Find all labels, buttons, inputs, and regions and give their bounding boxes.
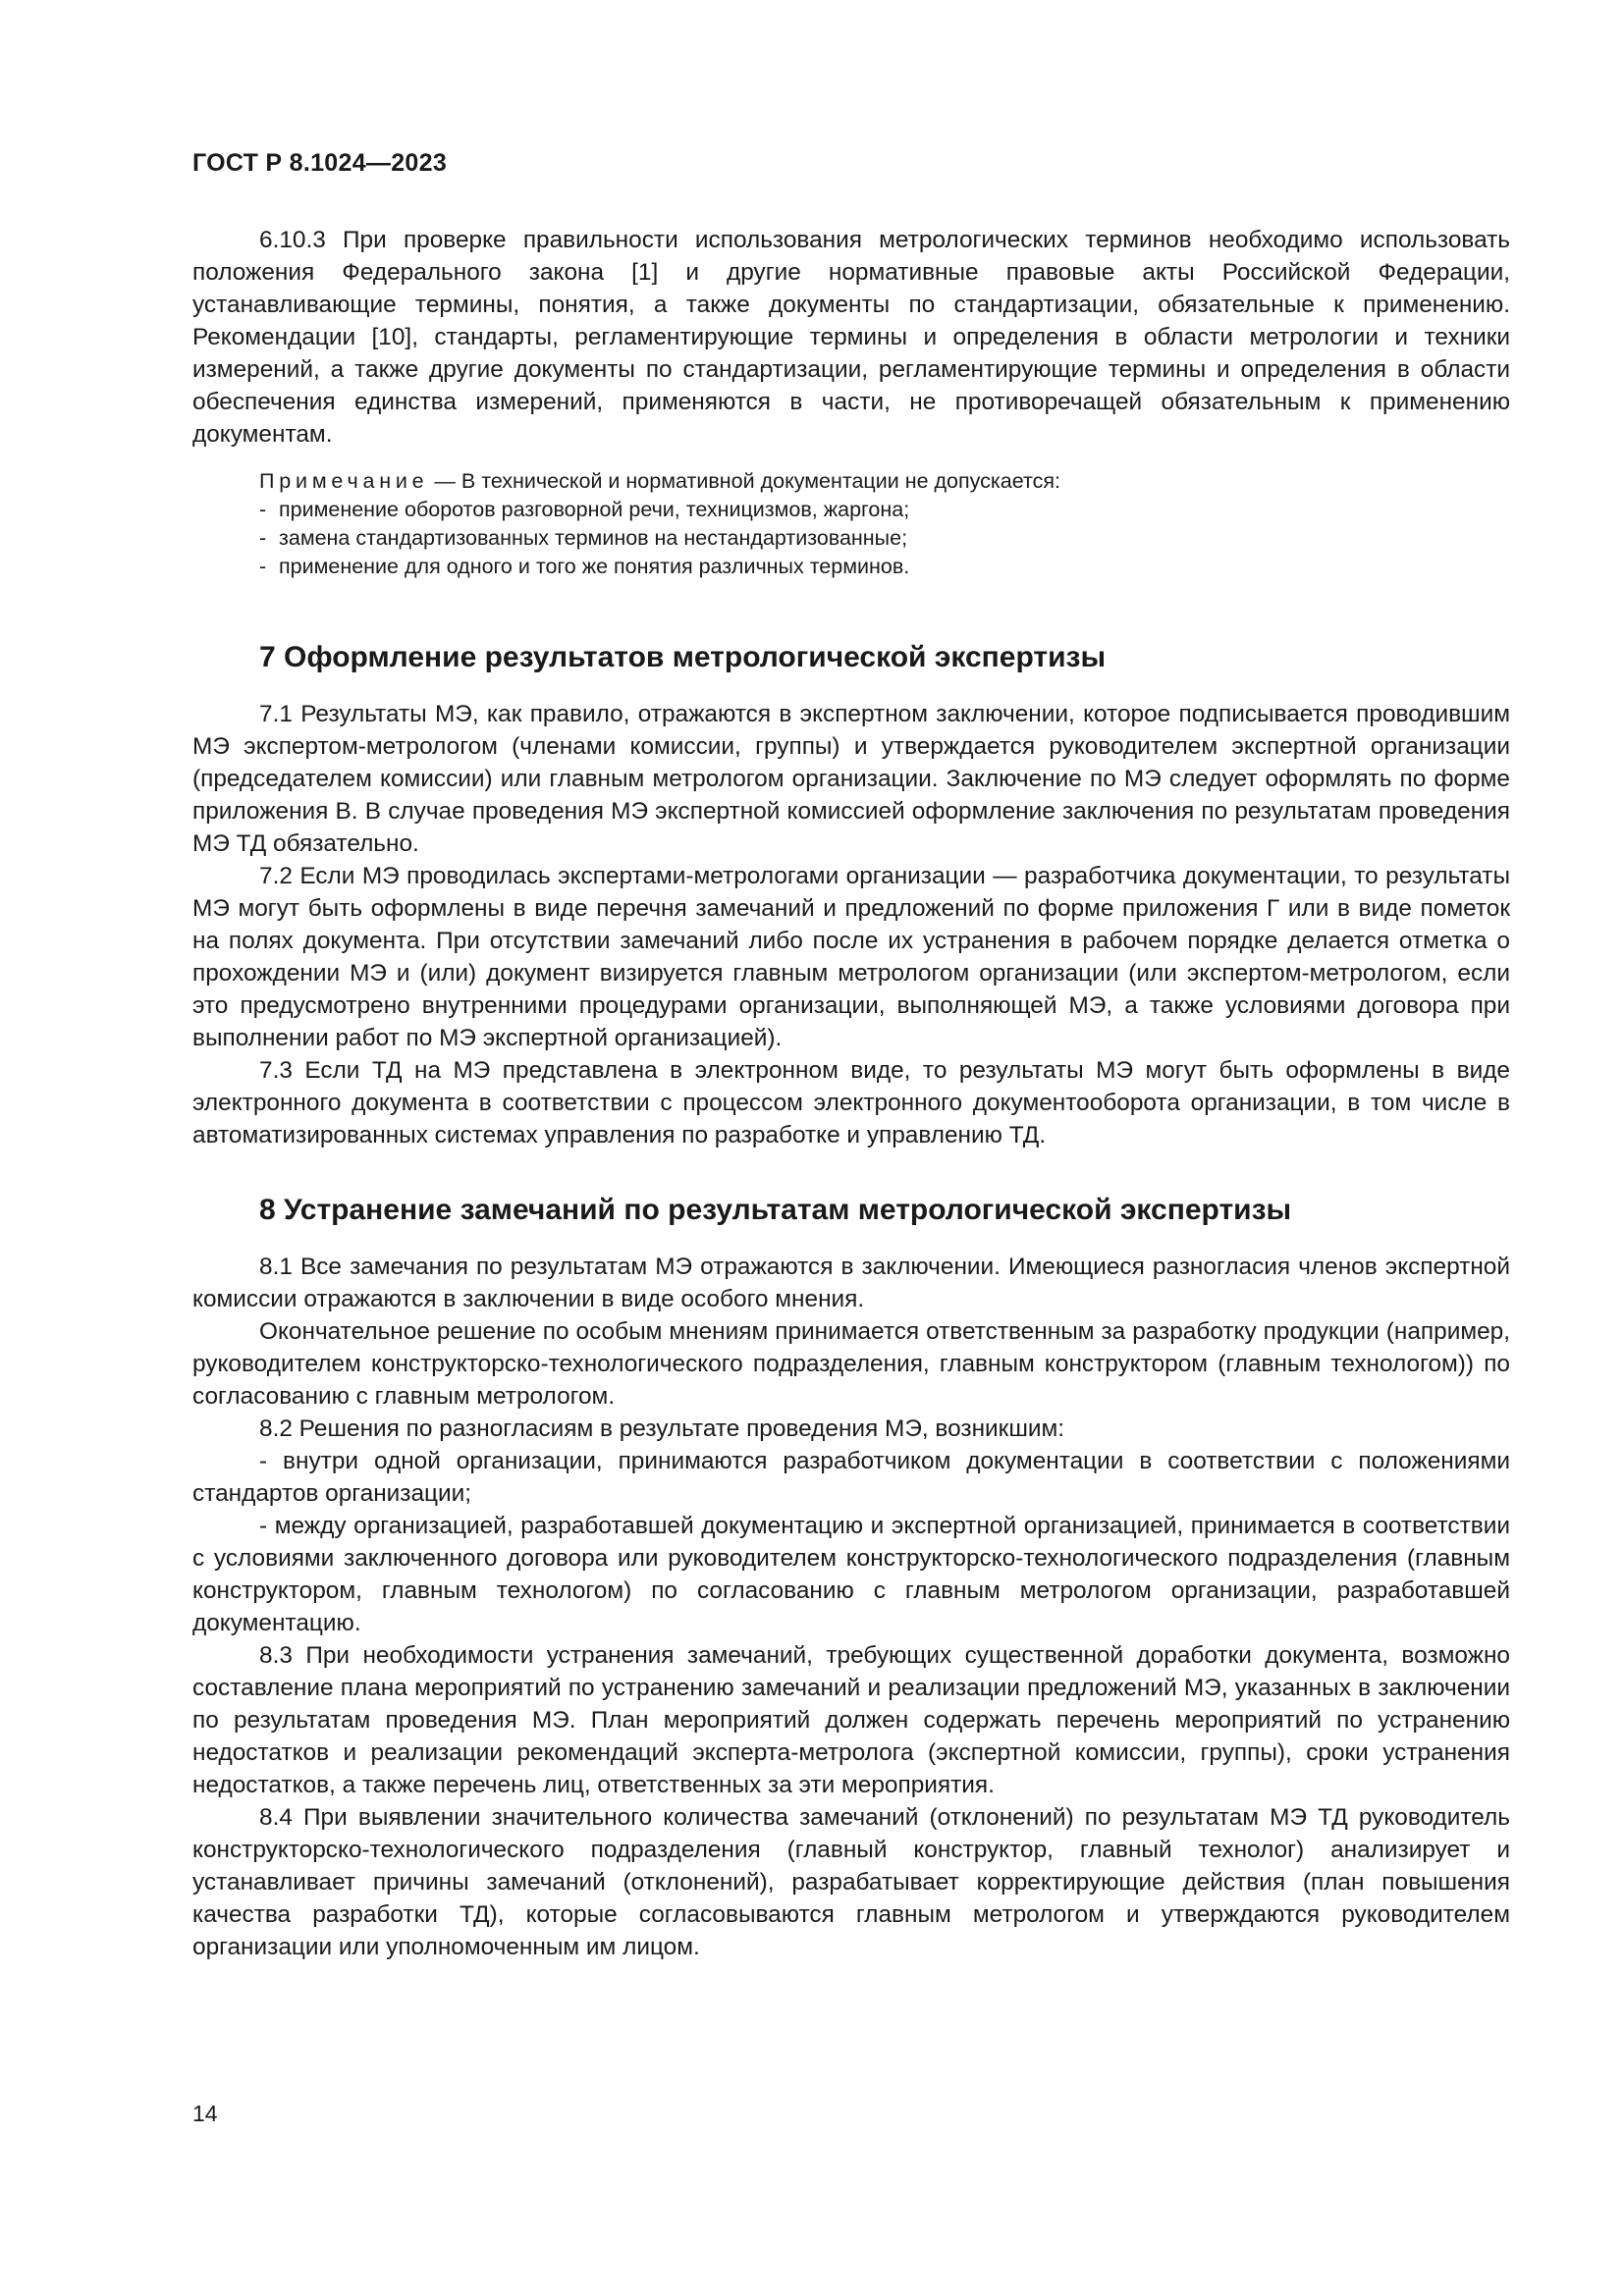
- document-body: [192, 224, 1510, 1963]
- paragraph-6-10-3: 6.10.3 При проверке правильности использования метрологических терминов необходимо использовать положения Федерального закона [1] и другие нормативные правовые акты Российской Федерации, устанавливающие термины, понятия, а также документы по стандартизации, обязательные к применению. Рекомендации [10], стандарты, регламентирующие термины и определения в области метрологии и техники измерений, а также другие документы по стандартизации, регламентирующие термины и определения в области обеспечения единства измерений, применяются в части, не противоречащей обязательным к применению документам.: [192, 227, 1510, 448]
- note-item: - применение оборотов разговорной речи, техницизмов, жаргона;: [259, 498, 910, 521]
- note-intro: — В технической и нормативной документации не допускается:: [428, 469, 1060, 493]
- note-item: - замена стандартизованных терминов на нестандартизованные;: [259, 526, 908, 550]
- paragraph-8-1: 8.1 Все замечания по результатам МЭ отражаются в заключении. Имеющиеся разногласия членов экспертной комиссии отражаются в заключении в виде особого мнения.: [192, 1254, 1510, 1312]
- note-intro-line: [259, 467, 1510, 496]
- document-header: ГОСТ Р 8.1024—2023: [192, 149, 448, 177]
- paragraph-8-3: 8.3 При необходимости устранения замечаний, требующих существенной доработки документа, возможно составление плана мероприятий по устранению замечаний и реализации предложений МЭ, указанных в заключении по результатам проведения МЭ. План мероприятий должен содержать перечень мероприятий по устранению недостатков и реализации рекомендаций эксперта-метролога (экспертной комиссии, группы), сроки устранения недостатков, а также перечень лиц, ответственных за эти мероприятия.: [192, 1642, 1510, 1798]
- paragraph-8-1-decision: Окончательное решение по особым мнениям принимается ответственным за разработку продукции (например, руководителем конструкторско-технологического подразделения, главным конструктором (главным технологом)) по согласованию с главным метрологом.: [192, 1318, 1510, 1410]
- note-item: - применение для одного и того же понятия различных терминов.: [259, 555, 910, 578]
- note-label: Примечание: [259, 469, 429, 493]
- paragraph-8-2-item-external: - между организацией, разработавшей документацию и экспертной организацией, принимается в соответствии с условиями заключенного договора или руководителем конструкторско-технологического подразделения (главным конструктором, главным технологом) по согласованию с главным метрологом организации, разработавшей документацию.: [192, 1513, 1510, 1636]
- page-number: 14: [192, 2101, 218, 2126]
- paragraph-7-2: 7.2 Если МЭ проводилась экспертами-метрологами организации — разработчика документации, то результаты МЭ могут быть оформлены в виде перечня замечаний и предложений по форме приложения Г или в виде пометок на полях документа. При отсутствии замечаний либо после их устранения в рабочем порядке делается отметка о прохождении МЭ и (или) документ визируется главным метрологом организации (или экспертом-метрологом, если это предусмотрено внутренними процедурами организации, выполняющей МЭ, а также условиями договора при выполнении работ по МЭ экспертной организацией).: [192, 863, 1510, 1051]
- paragraph-7-3: 7.3 Если ТД на МЭ представлена в электронном виде, то результаты МЭ могут быть оформлены в виде электронного документа в соответствии с процессом электронного документооборота организации, в том числе в автоматизированных системах управления по разработке и управлению ТД.: [192, 1057, 1510, 1148]
- note-block: [192, 467, 1510, 581]
- section-7-heading: 7 Оформление результатов метрологической экспертизы: [259, 641, 1107, 673]
- paragraph-8-2: 8.2 Решения по разногласиям в результате проведения МЭ, возникшим:: [259, 1415, 1065, 1442]
- paragraph-8-4: 8.4 При выявлении значительного количества замечаний (отклонений) по результатам МЭ ТД руководитель конструкторско-технологического подразделения (главный конструктор, главный технолог) анализирует и устанавливает причины замечаний (отклонений), разрабатывает корректирующие действия (план повышения качества разработки ТД), которые согласовываются главным метрологом и утверждаются руководителем организации или уполномоченным им лицом.: [192, 1804, 1510, 1960]
- section-8-heading: 8 Устранение замечаний по результатам метрологической экспертизы: [259, 1194, 1292, 1226]
- paragraph-8-2-item-internal: - внутри одной организации, принимаются разработчиком документации в соответствии с положениями стандартов организации;: [192, 1448, 1510, 1507]
- paragraph-7-1: 7.1 Результаты МЭ, как правило, отражаются в экспертном заключении, которое подписывается проводившим МЭ экспертом-метрологом (членами комиссии, группы) и утверждается руководителем экспертной организации (председателем комиссии) или главным метрологом организации. Заключение по МЭ следует оформлять по форме приложения В. В случае проведения МЭ экспертной комиссией оформление заключения по результатам проведения МЭ ТД обязательно.: [192, 701, 1510, 857]
